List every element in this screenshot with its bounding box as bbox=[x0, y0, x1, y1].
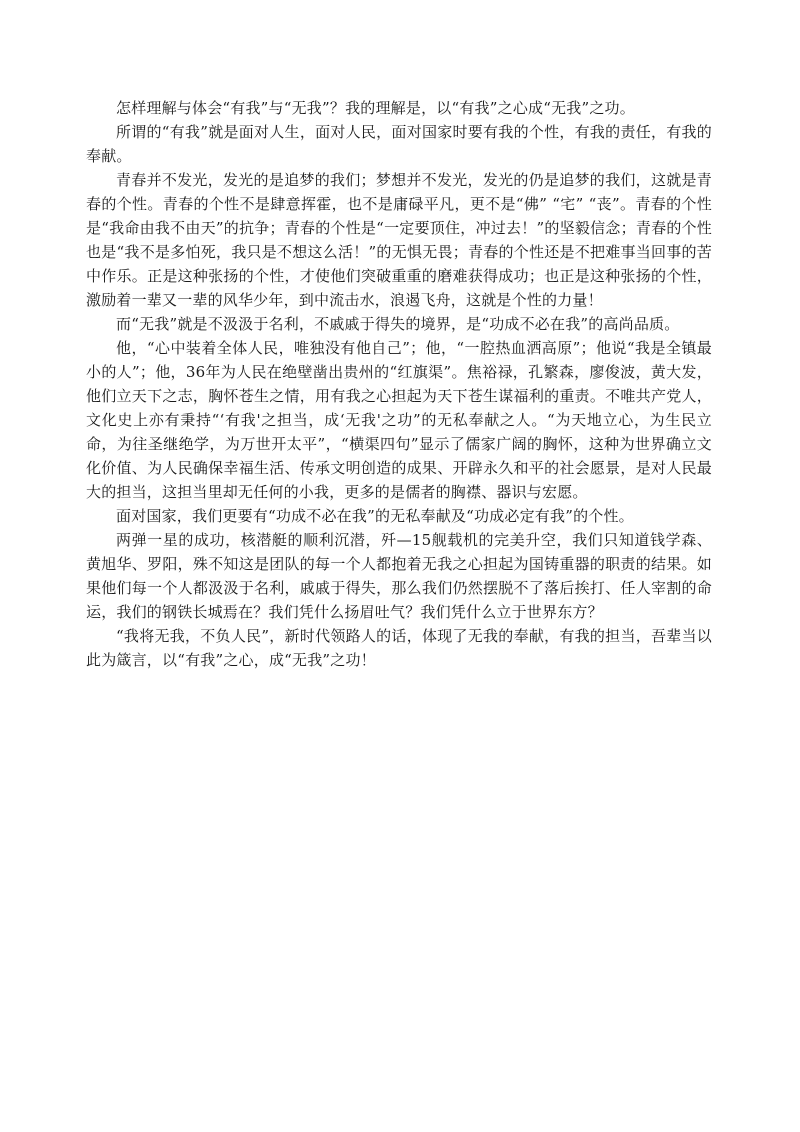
paragraph: 两弹一星的成功，核潜艇的顺利沉潜，歼—15舰载机的完美升空，我们只知道钱学森、黄旭华、罗阳，殊不知这是团队的每一个人都抱着无我之心担起为国铸重器的职责的结果。如果他们每一个人都汲汲于名利，戚戚于得失，那么我们仍然摆脱不了落后挨打、任人宰割的命运，我们的钢铁长城焉在？我们凭什么扬眉吐气？我们凭什么立于世界东方？ bbox=[86, 531, 712, 621]
paragraph: 所谓的“有我”就是面对人生，面对人民，面对国家时要有我的个性，有我的责任，有我的奉献。 bbox=[86, 123, 712, 165]
paragraph: 他，“心中装着全体人民，唯独没有他自己”；他，“一腔热血洒高原”；他说“我是全镇最小的人”；他，36年为人民在绝壁凿出贵州的“红旗渠”。焦裕禄，孔繁森，廖俊波，黄大发，他们立天下之志，胸怀苍生之情，用有我之心担起为天下苍生谋福利的重责。不唯共产党人，文化史上亦有秉持“‘有我'之担当，成‘无我'之功”的无私奉献之人。“为天地立心，为生民立命，为往圣继绝学，为万世开太平”，“横渠四句”显示了儒家广阔的胸怀，这种为世界确立文化价值、为人民确保幸福生活、传承文明创造的成果、开辟永久和平的社会愿景，是对人民最大的担当，这担当里却无任何的小我，更多的是儒者的胸襟、器识与宏愿。 bbox=[86, 339, 712, 501]
essay-body bbox=[86, 96, 712, 672]
paragraph: 青春并不发光，发光的是追梦的我们；梦想并不发光，发光的仍是追梦的我们，这就是青春的个性。青春的个性不是肆意挥霍，也不是庸碌平凡，更不是“佛” “宅” “丧”。青春的个性是“我命由我不由天”的抗争；青春的个性是“一定要顶住，冲过去！”的坚毅信念；青春的个性也是“我不是多怕死，我只是不想这么活！”的无惧无畏；青春的个性还是不把难事当回事的苦中作乐。正是这种张扬的个性，才使他们突破重重的磨难获得成功；也正是这种张扬的个性，激励着一辈又一辈的风华少年，到中流击水，浪遏飞舟，这就是个性的力量！ bbox=[86, 171, 712, 309]
paragraph: 面对国家，我们更要有“功成不必在我”的无私奉献及“功成必定有我”的个性。 bbox=[116, 507, 634, 525]
paragraph: 怎样理解与体会“有我”与“无我”？我的理解是，以“有我”之心成“无我”之功。 bbox=[116, 99, 635, 117]
paragraph: 而“无我”就是不汲汲于名利，不戚戚于得失的境界，是“功成不必在我”的高尚品质。 bbox=[116, 315, 680, 333]
paragraph: “我将无我，不负人民”，新时代领路人的话，体现了无我的奉献，有我的担当，吾辈当以此为箴言，以“有我”之心，成“无我”之功！ bbox=[86, 627, 712, 669]
